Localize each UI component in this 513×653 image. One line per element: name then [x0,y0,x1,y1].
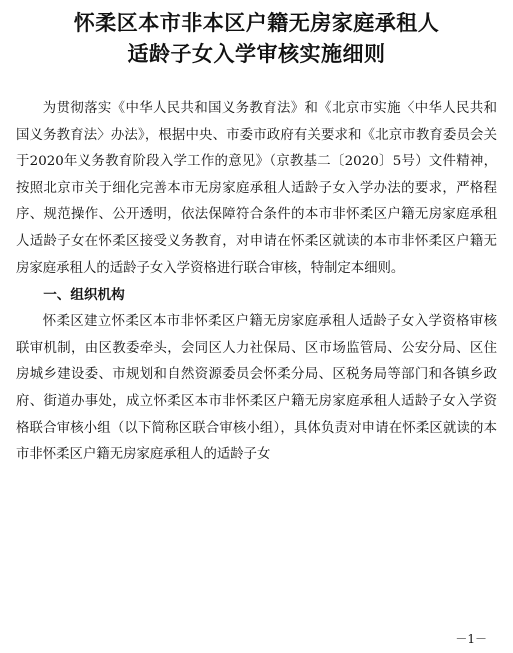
section-paragraph-organization: 怀柔区建立怀柔区本市非怀柔区户籍无房家庭承租人适龄子女入学资格审核联审机制，由区教委牵头，会同区人力社保局、区市场监管局、公安分局、区住房城乡建设委、市规划和自然资源委员会怀柔分局、区税务局等部门和各镇乡政府、街道办事处，成立怀柔区本市非怀柔区户籍无房家庭承租人适龄子女入学资格联合审核小组（以下简称区联合审核小组），具体负责对申请在怀柔区就读的本市非怀柔区户籍无房家庭承租人的适龄子女 [16,314,497,463]
document-title [16,8,497,70]
title-line-2: 适龄子女入学审核实施细则 [127,42,386,66]
page-number: －1－ [455,632,487,646]
section-heading-organization: 一、组织机构 [43,287,125,304]
title-line-1: 怀柔区本市非本区户籍无房家庭承租人 [73,11,440,35]
intro-paragraph: 为贯彻落实《中华人民共和国义务教育法》和《北京市实施〈中华人民共和国义务教育法〉办法》，根据中央、市委市政府有关要求和《北京市教育委员会关于2020年义务教育阶段入学工作的意见》（京教基二〔2020〕5号）文件精神，按照北京市关于细化完善本市无房家庭承租人适龄子女入学办法的要求，严格程序、规范操作、公开透明，依法保障符合条件的本市非怀柔区户籍无房家庭承租人适龄子女在怀柔区接受义务教育，对申请在怀柔区就读的本市非怀柔区户籍无房家庭承租人的适龄子女入学资格进行联合审核，特制定本细则。 [16,101,497,276]
